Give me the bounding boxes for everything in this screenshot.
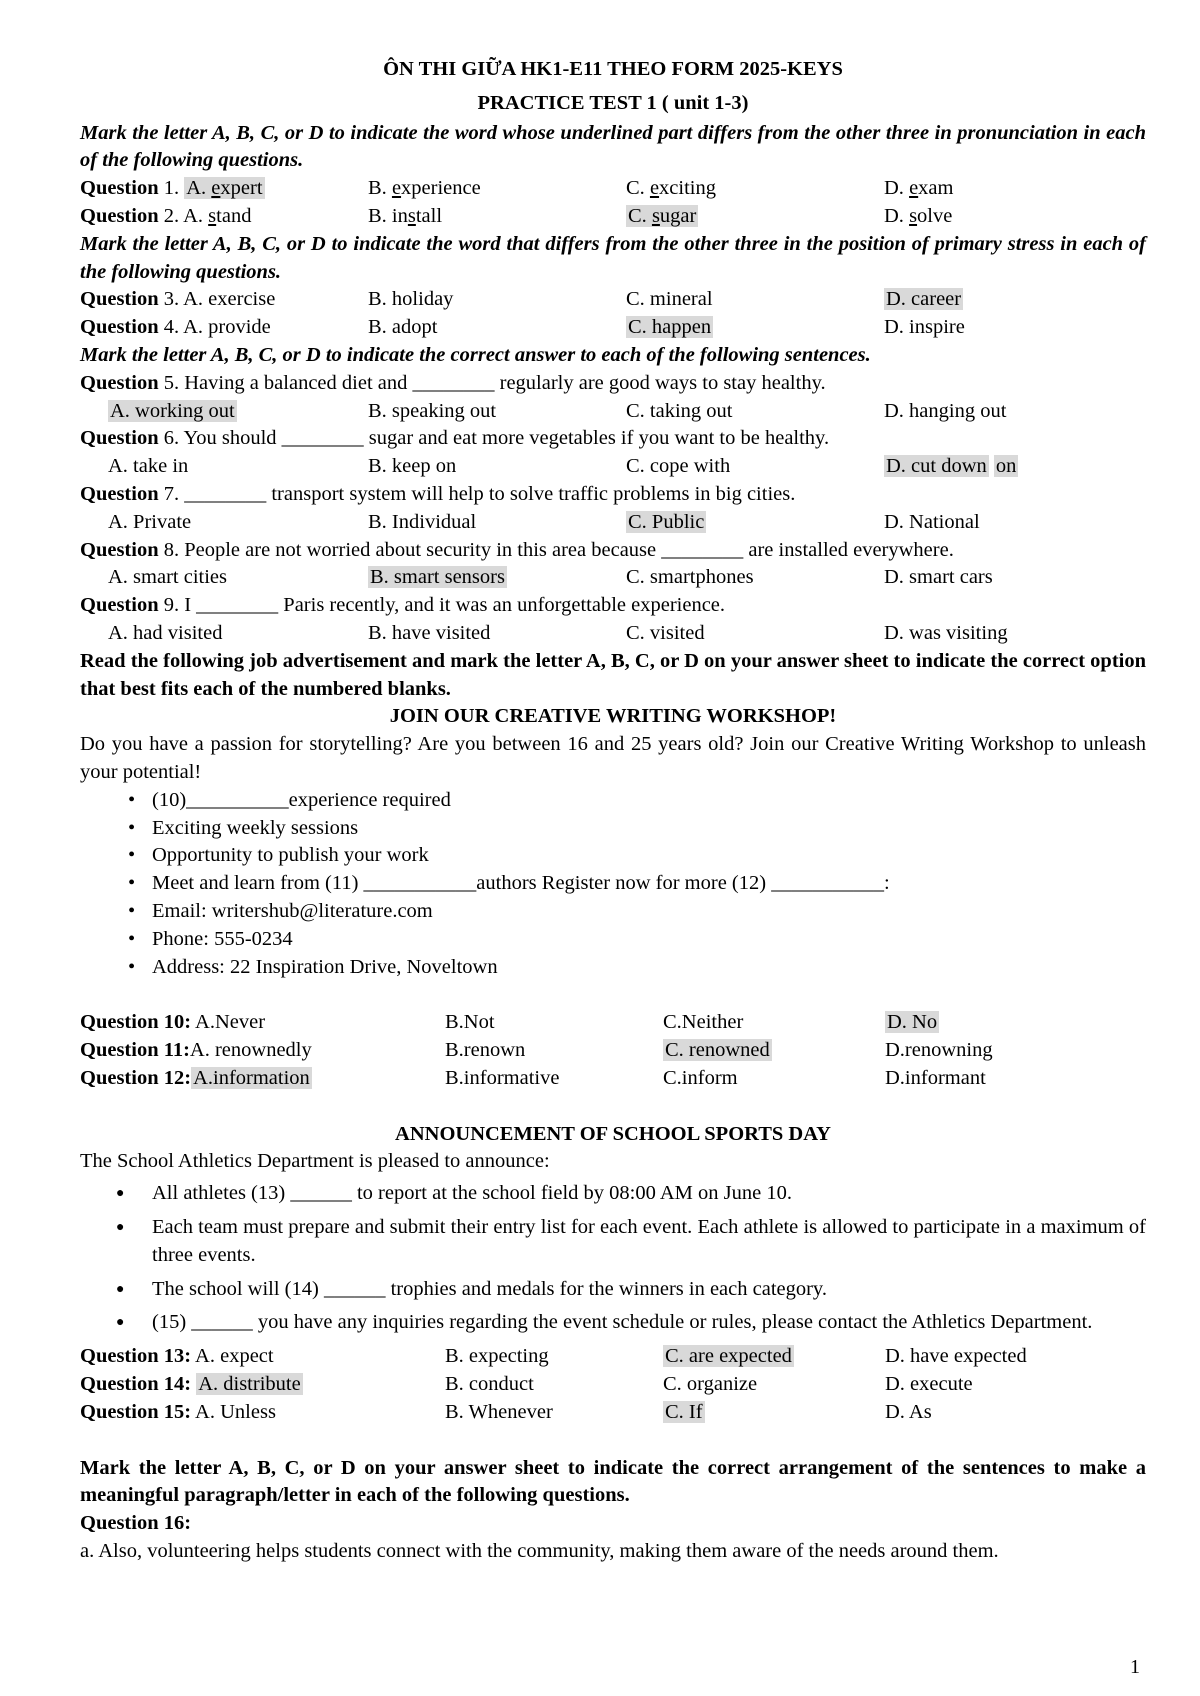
announcement-intro: The School Athletics Department is pleased to announce:: [80, 1150, 550, 1173]
question-4: Question 4. A. provide B. adopt C. happen D. inspire: [80, 316, 965, 339]
answer-highlight: B. smart sensors: [370, 566, 505, 589]
question-3: Question 3. A. exercise B. holiday C. mineral D. career: [80, 288, 962, 311]
question-15: Question 15: A. Unless B. Whenever C. If D. As: [80, 1400, 932, 1423]
answer-highlight: A.information: [193, 1066, 310, 1089]
list-item: • (10)__________experience required: [152, 787, 1146, 815]
answer-highlight: D. No: [887, 1011, 938, 1034]
list-item: ● All athletes (13) ______ to report at the school field by 08:00 AM on June 10.: [152, 1180, 1146, 1208]
document-page: [80, 56, 1146, 1566]
answer-highlight: D. cut down: [886, 455, 987, 478]
question-1: Question 1. A. expert B. experience C. exciting D. exam: [80, 177, 954, 200]
document-title: ÔN THI GIỮA HK1-E11 THEO FORM 2025-KEYS: [383, 58, 843, 80]
list-item: ● Each team must prepare and submit their entry list for each event. Each athlete is allowed to participate in a maximum of three events.: [152, 1214, 1146, 1270]
instruction-arrangement: Mark the letter A, B, C, or D on your answer sheet to indicate the correct arrangement of the sentences to make a meaningful paragraph/letter in each of the following questions.: [80, 1456, 1146, 1507]
list-item: • Email: writershub@literature.com: [152, 898, 1146, 926]
question-2: Question 2. A. stand B. install C. sugar D. solve: [80, 204, 953, 227]
question-6-options: A. take in B. keep on C. cope with D. cut down on: [108, 455, 1017, 478]
question-7: Question 7. ________ transport system will help to solve traffic problems in big cities.: [80, 482, 796, 505]
answer-highlight: C. happen: [628, 316, 712, 339]
question-6: Question 6. You should ________ sugar and eat more vegetables if you want to be healthy.: [80, 427, 830, 450]
question-8: Question 8. People are not worried about security in this area because ________ are installed everywhere.: [80, 538, 954, 561]
list-item: • Opportunity to publish your work: [152, 842, 1146, 870]
answer-highlight: C. Public: [628, 510, 705, 533]
instruction-correct-answer: Mark the letter A, B, C, or D to indicate the correct answer to each of the following sentences.: [80, 343, 871, 366]
question-9-options: A. had visited B. have visited C. visited D. was visiting: [108, 621, 1008, 644]
page-number: 1: [1130, 1656, 1140, 1678]
question-13: Question 13: A. expect B. expecting C. are expected D. have expected: [80, 1345, 1027, 1368]
question-14: Question 14: A. distribute B. conduct C. organize D. execute: [80, 1373, 973, 1396]
question-5: Question 5. Having a balanced diet and ________ regularly are good ways to stay healthy.: [80, 371, 826, 394]
question-10: Question 10: A.Never B.Not C.Neither D. No: [80, 1011, 938, 1034]
instruction-pronunciation: Mark the letter A, B, C, or D to indicate the word whose underlined part differs from the other three in pronunciation in each of the following questions.: [80, 121, 1146, 172]
answer-highlight: C. sugar: [628, 204, 697, 227]
advertisement-list: [80, 787, 1146, 982]
list-item: • Phone: 555-0234: [152, 926, 1146, 954]
answer-highlight: D. career: [886, 288, 962, 311]
list-item: • Meet and learn from (11) ___________authors Register now for more (12) ___________:: [152, 870, 1146, 898]
list-item: • Address: 22 Inspiration Drive, Noveltown: [152, 954, 1146, 982]
document-subtitle: PRACTICE TEST 1 ( unit 1-3): [477, 91, 749, 114]
answer-highlight: C. renowned: [665, 1039, 770, 1062]
question-12: Question 12:A.information B.informative C.inform D.informant: [80, 1066, 986, 1089]
list-item: • Exciting weekly sessions: [152, 815, 1146, 843]
list-item: ● (15) ______ you have any inquiries regarding the event schedule or rules, please contact the Athletics Department.: [152, 1309, 1146, 1337]
answer-highlight: A. working out: [110, 399, 235, 422]
answer-highlight: A. expert: [186, 177, 263, 200]
instruction-advertisement: Read the following job advertisement and mark the letter A, B, C, or D on your answer sheet to indicate the correct option that best fits each of the numbered blanks.: [80, 649, 1146, 700]
question-8-options: A. smart cities B. smart sensors C. smartphones D. smart cars: [108, 566, 993, 589]
question-16-sentence-a: a. Also, volunteering helps students connect with the community, making them aware of the needs around them.: [80, 1540, 999, 1563]
question-16-label: Question 16:: [80, 1512, 192, 1535]
question-11: Question 11:A. renownedly B.renown C. renowned D.renowning: [80, 1039, 993, 1062]
question-9: Question 9. I ________ Paris recently, and it was an unforgettable experience.: [80, 594, 726, 617]
answer-highlight: A. distribute: [198, 1373, 301, 1396]
advertisement-heading: JOIN OUR CREATIVE WRITING WORKSHOP!: [389, 705, 837, 728]
instruction-stress: Mark the letter A, B, C, or D to indicate the word that differs from the other three in the position of primary stress in each of the following questions.: [80, 232, 1146, 283]
answer-highlight: C. are expected: [665, 1345, 792, 1368]
question-7-options: A. Private B. Individual C. Public D. National: [108, 510, 980, 533]
list-item: ● The school will (14) ______ trophies and medals for the winners in each category.: [152, 1276, 1146, 1304]
announcement-heading: ANNOUNCEMENT OF SCHOOL SPORTS DAY: [395, 1122, 831, 1145]
announcement-list: [80, 1180, 1146, 1337]
question-5-options: A. working out B. speaking out C. taking out D. hanging out: [110, 399, 1007, 422]
advertisement-intro: Do you have a passion for storytelling? Are you between 16 and 25 years old? Join our Creative Writing Workshop to unleash your potential!: [80, 733, 1146, 783]
answer-highlight: C. If: [665, 1400, 703, 1423]
